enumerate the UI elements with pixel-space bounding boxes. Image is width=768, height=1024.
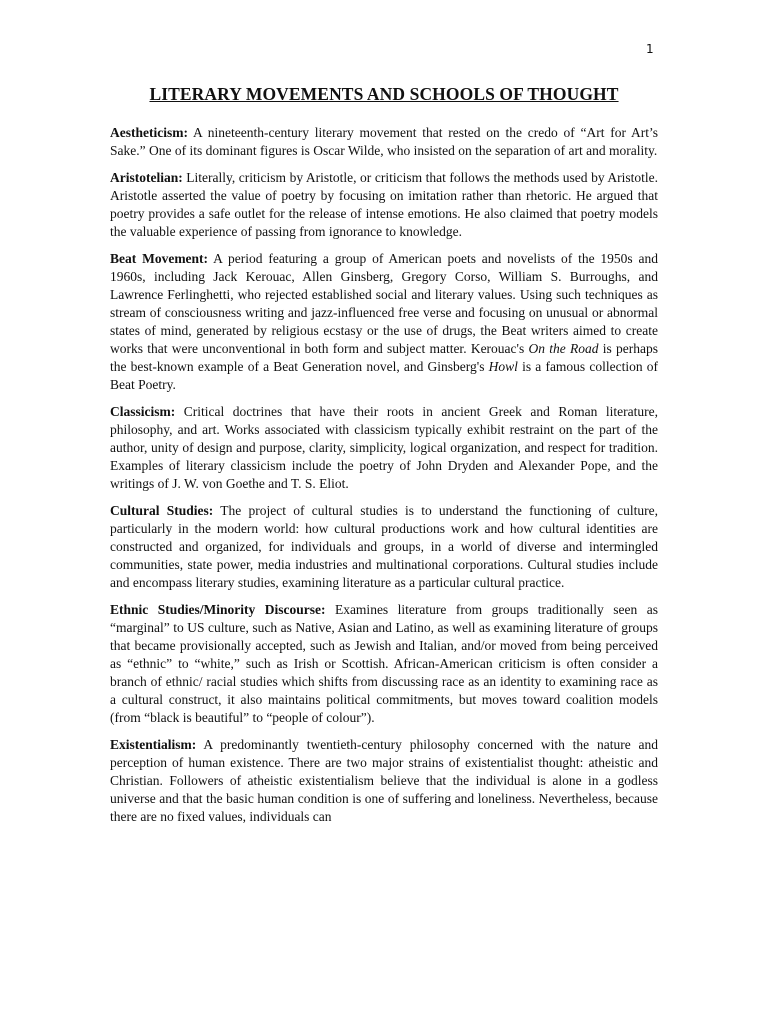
- glossary-entry: [110, 169, 658, 241]
- glossary-entry: [110, 124, 658, 160]
- page-number: 1: [646, 42, 654, 56]
- page-title: LITERARY MOVEMENTS AND SCHOOLS OF THOUGHT: [149, 84, 619, 104]
- entry-term: Aestheticism:: [110, 125, 188, 140]
- entry-definition-text: The project of cultural studies is to understand the functioning of culture, particularly in the modern world: how cultural productions work and how cultural identities are constructed and organized, for individuals and groups, in a world of diverse and intermingled communities, state power, media industries and multinational corporations. Cultural studies include and encompass literary studies, examining literature as a particular cultural practice.: [110, 503, 658, 590]
- entry-definition-text: Examines literature from groups traditionally seen as “marginal” to US culture, such as Native, Asian and Latino, as well as examining literature of groups that became provisionally accepted, such as Jewish and Italian, and/or moved from being perceived as “ethnic” to “white,” such as Irish or Scottish. African-American criticism is often consider a branch of ethnic/ racial studies which shifts from discussing race as an identity to examining race as a cultural construct, it also maintains political commitments, but moves toward coalition models (from “black is beautiful” to “people of colour”).: [110, 602, 658, 725]
- glossary-entries: [110, 124, 658, 835]
- glossary-entry: [110, 250, 658, 394]
- entry-term: Existentialism:: [110, 737, 197, 752]
- entry-definition-text: is perhaps the best-known example of a Beat Generation novel, and Ginsberg's: [110, 341, 658, 374]
- entry-definition-text: A predominantly twentieth-century philosophy concerned with the nature and perception of human existence. There are two major strains of existentialist thought: atheistic and Christian. Followers of atheistic existentialism believe that the individual is alone in a godless universe and that the basic human condition is one of suffering and loneliness. Nevertheless, because there are no fixed values, individuals can: [110, 737, 658, 824]
- entry-definition-text: Critical doctrines that have their roots in ancient Greek and Roman literature, philosophy, and art. Works associated with classicism typically exhibit restraint on the part of the author, unity of design and purpose, clarity, simplicity, logical organization, and respect for tradition. Examples of literary classicism include the poetry of John Dryden and Alexander Pope, and the writings of J. W. von Goethe and T. S. Eliot.: [110, 404, 658, 491]
- entry-term: Classicism:: [110, 404, 176, 419]
- work-title: Howl: [488, 359, 518, 374]
- glossary-entry: [110, 736, 658, 826]
- entry-definition-text: is a famous collection of Beat Poetry.: [110, 359, 659, 392]
- entry-term: Aristotelian:: [110, 170, 183, 185]
- entry-definition-text: A nineteenth-century literary movement that rested on the credo of “Art for Art’s Sake.” One of its dominant figures is Oscar Wilde, who insisted on the separation of art and morality.: [110, 125, 658, 158]
- glossary-entry: [110, 403, 658, 493]
- entry-definition-text: Literally, criticism by Aristotle, or criticism that follows the methods used by Aristotle. Aristotle asserted the value of poetry by focusing on imitation rather than rhetoric. He argued that poetry provides a safe outlet for the release of intense emotions. He also claimed that poetry models the valuable experience of passing from ignorance to knowledge.: [110, 170, 658, 239]
- work-title: On the Road: [528, 341, 599, 356]
- glossary-entry: [110, 601, 658, 727]
- glossary-entry: [110, 502, 658, 592]
- entry-definition-text: A period featuring a group of American poets and novelists of the 1950s and 1960s, including Jack Kerouac, Allen Ginsberg, Gregory Corso, William S. Burroughs, and Lawrence Ferlinghetti, who rejected established social and literary values. Using such techniques as stream of consciousness writing and jazz-influenced free verse and focusing on unusual or abnormal states of mind, generated by religious ecstasy or the use of drugs, the Beat writers aimed to create works that were unconventional in both form and subject matter. Kerouac's: [110, 251, 658, 356]
- entry-term: Ethnic Studies/Minority Discourse:: [110, 602, 326, 617]
- entry-term: Cultural Studies:: [110, 503, 214, 518]
- entry-term: Beat Movement:: [110, 251, 209, 266]
